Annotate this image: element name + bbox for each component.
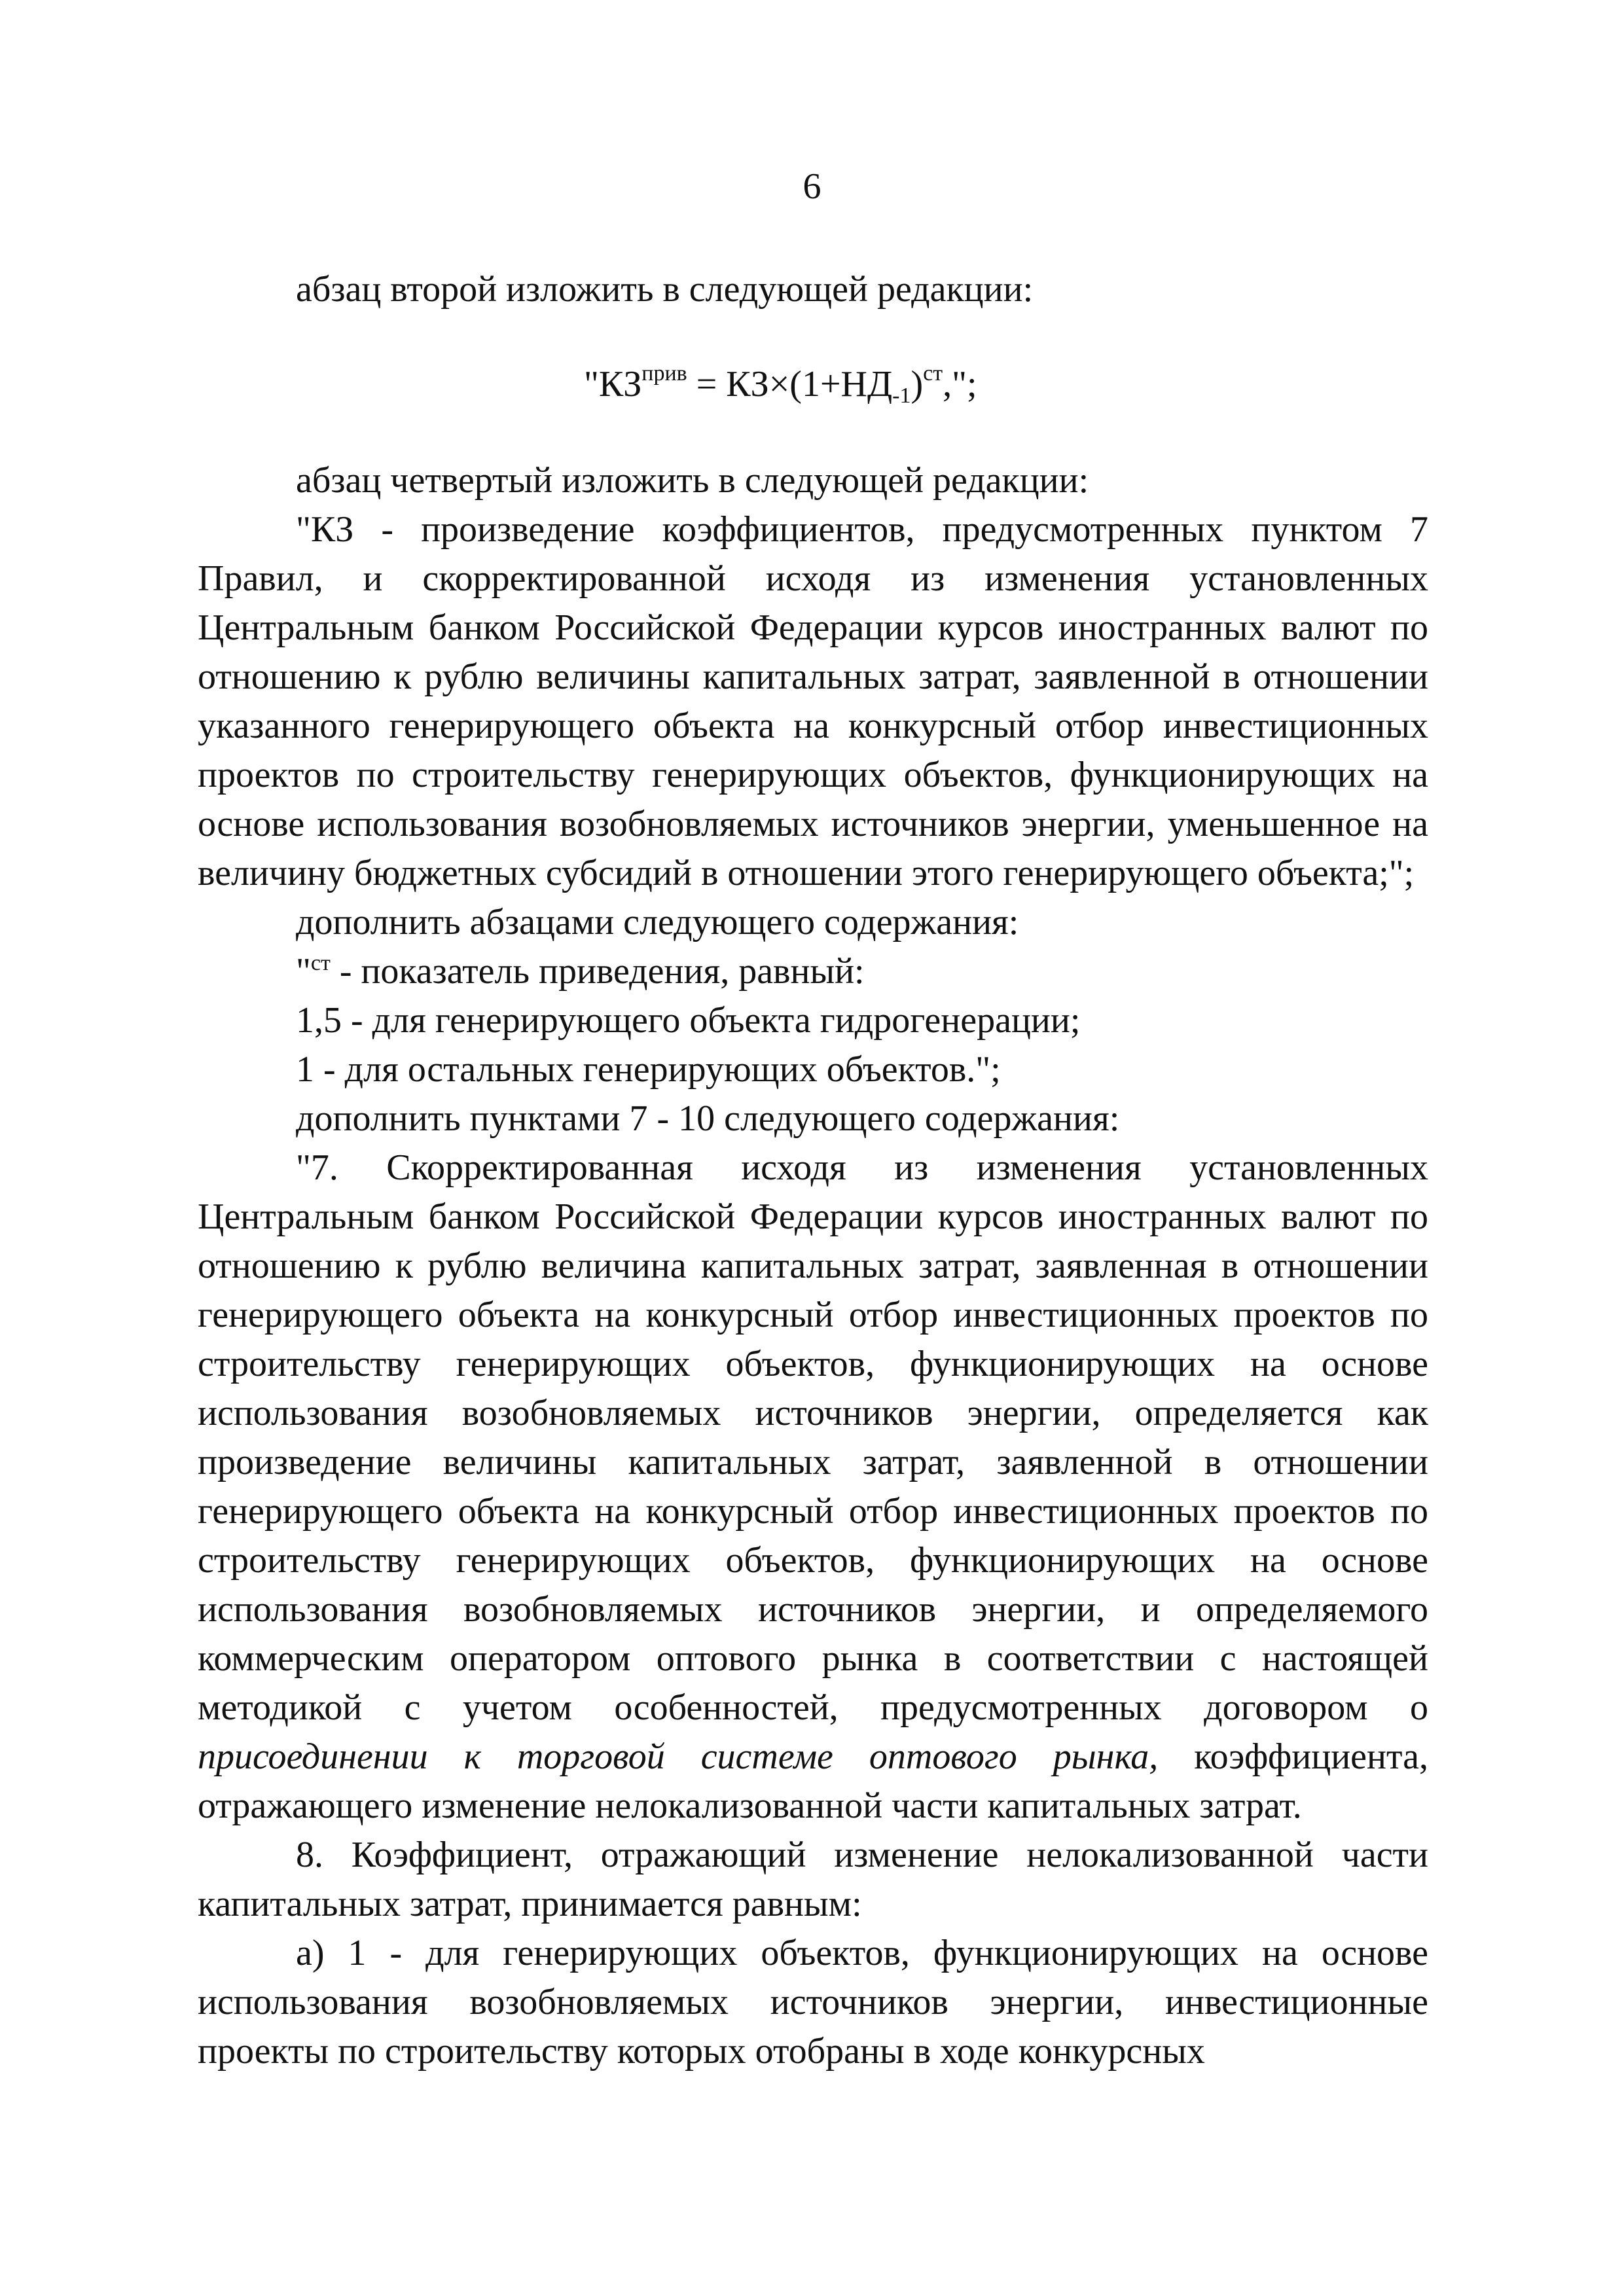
st-quote: ": [296, 951, 311, 992]
point-7-text-end: коэффициента, отражающего изменение нелокализованной части капитальных затрат.: [198, 1736, 1428, 1826]
paragraph-point-7: [198, 1143, 1428, 1831]
formula-sup-st: ст: [923, 361, 943, 386]
paragraph-point-8a: а) 1 - для генерирующих объектов, функционирующих на основе использования возобновляемых источников энергии, инвестиционные проекты по строительству которых отобраны в ходе конкурсных: [198, 1933, 1428, 2072]
document-body: [198, 265, 1428, 2076]
formula-part-close: ): [911, 364, 924, 404]
paragraph-kz-definition: "КЗ - произведение коэффициентов, предусмотренных пунктом 7 Правил, и скорректированной исходя из изменения установленных Центральным банком Российской Федерации курсов иностранных валют по отношению к рублю величины капитальных затрат, заявленной в отношении указанного генерирующего объекта на конкурсный отбор инвестиционных проектов по строительству генерирующих объектов, функционирующих на основе использования возобновляемых источников энергии, уменьшенное на величину бюджетных субсидий в отношении этого генерирующего объекта;";: [198, 509, 1428, 893]
paragraph-hydro-value: 1,5 - для генерирующего объекта гидрогенерации;: [296, 1000, 1081, 1041]
paragraph-add-points: дополнить пунктами 7 - 10 следующего содержания:: [296, 1098, 1120, 1139]
st-sup: ст: [310, 951, 331, 975]
formula-part-end: ,";: [943, 364, 977, 404]
formula-sup-priv: прив: [641, 361, 687, 386]
paragraph-intro-second: абзац второй изложить в следующей редакции:: [296, 269, 1034, 310]
point-7-text: "7. Скорректированная исходя из изменения установленных Центральным банком Российской Федерации курсов иностранных валют по отношению к рублю величина капитальных затрат, заявленная в отношении генерирующего объекта на конкурсный отбор инвестиционных проектов по строительству генерирующих объектов, функционирующих на основе использования возобновляемых источников энергии, определяется как произведение величины капитальных затрат, заявленной в отношении генерирующего объекта на конкурсный отбор инвестиционных проектов по строительству генерирующих объектов, функционирующих на основе использования возобновляемых источников энергии, и определяемого коммерческим оператором оптового рынка в соответствии с настоящей методикой с учетом особенностей, предусмотренных договором о: [198, 1147, 1428, 1728]
formula-part-kz: "КЗ: [584, 364, 642, 404]
st-rest: - показатель приведения, равный:: [330, 951, 865, 992]
paragraph-other-value: 1 - для остальных генерирующих объектов.";: [296, 1049, 1001, 1090]
formula-part-middle: = КЗ×(1+НД: [687, 364, 893, 404]
formula-kz: [198, 314, 1428, 456]
point-7-italic-text: присоединении к торговой системе оптового рынка,: [198, 1736, 1159, 1777]
paragraph-intro-fourth: абзац четвертый изложить в следующей редакции:: [296, 460, 1089, 501]
formula-sub-minus-one: -1: [892, 384, 911, 408]
paragraph-add-abzacy: дополнить абзацами следующего содержания:: [296, 902, 1019, 942]
paragraph-point-8: 8. Коэффициент, отражающий изменение нелокализованной части капитальных затрат, принимается равным:: [198, 1835, 1428, 1924]
page-number: 6: [803, 166, 821, 207]
paragraph-st-indicator: [198, 947, 1428, 996]
